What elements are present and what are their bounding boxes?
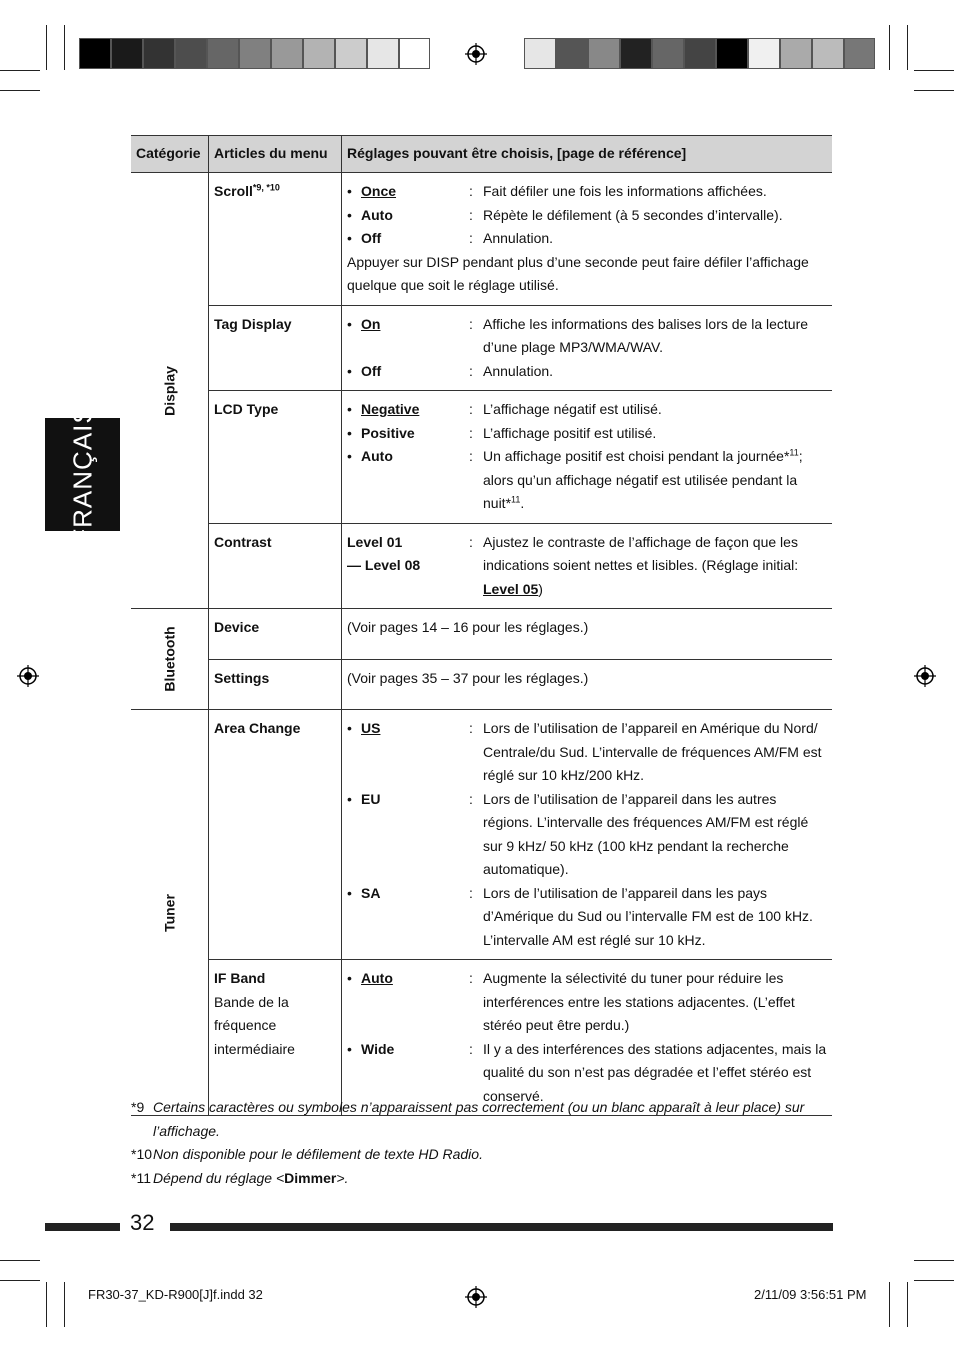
- crop-mark: [0, 1260, 40, 1261]
- crop-mark: [914, 1260, 954, 1261]
- footnote: *10 Non disponible pour le défilement de texte HD Radio.: [131, 1146, 483, 1162]
- table-row: [131, 305, 832, 391]
- menu-item-lcd-type: LCD Type: [209, 391, 342, 524]
- language-tab: [45, 404, 120, 545]
- area-change-settings: • US : Lors de l’utilisation de l’appareil en Amérique du Nord/ Centrale/du Sud. L’intervalle de fréquences AM/FM est réglé sur 10 kHz/200 kHz. • EU : Lors de l’utilisation de l’appareil dans les autres régions. L’intervalle des fréquences AM/FM est réglé sur 9 kHz/ 50 kHz (100 kHz pendant la recherche automatique). • SA : Lors de l’utilisation de l’appareil dans les pays d’Amérique du Sud ou l’intervalle FM est de 100 kHz. L’intervalle AM est réglé sur 10 kHz.: [342, 710, 833, 960]
- category-tuner: Tuner: [131, 710, 209, 1116]
- table-row: [131, 960, 832, 1116]
- crop-mark: [914, 70, 954, 71]
- crop-mark: [0, 70, 40, 71]
- contrast-settings: Level 01 — Level 08 : Ajustez le contraste de l’affichage de façon que les indications soient nettes et lisibles. (Réglage initial: Level 05): [342, 523, 833, 609]
- menu-item-settings: Settings: [209, 659, 342, 710]
- footer-rule-right: [170, 1223, 833, 1231]
- crop-mark: [46, 25, 47, 70]
- tag-display-settings: • On : Affiche les informations des balises lors de la lecture d’une plage MP3/WMA/WAV. • Off : Annulation.: [342, 305, 833, 391]
- footnote: *9 Certains caractères ou symboles n’apparaissent pas correctement (ou un blanc apparaît à leur place) sur l’affichage.: [131, 1099, 805, 1139]
- menu-item-area-change: Area Change: [209, 710, 342, 960]
- header-category: Catégorie: [131, 136, 209, 173]
- scroll-settings: • Once : Fait défiler une fois les informations affichées. • Auto : Répète le défilement (à 5 secondes d’intervalle). • Off : Annulation. Appuyer sur DISP pendant plus d’une seconde peut faire défiler l’affichage quelque que soit le réglage utilisé.: [342, 173, 833, 306]
- slug-timestamp: 2/11/09 3:56:51 PM: [754, 1287, 867, 1302]
- footnote: *11 Dépend du réglage <Dimmer>.: [131, 1169, 349, 1186]
- menu-item-tag-display: Tag Display: [209, 305, 342, 391]
- menu-item-if-band: IF Band Bande de la fréquence intermédiaire: [209, 960, 342, 1116]
- footer-rule-left: [45, 1223, 120, 1231]
- table-row: [131, 710, 832, 960]
- crop-mark: [64, 25, 65, 70]
- registration-mark-icon: [914, 665, 936, 687]
- crop-mark: [914, 1280, 954, 1281]
- table-row: [131, 391, 832, 524]
- registration-mark-icon: [465, 43, 487, 65]
- category-bluetooth: Bluetooth: [131, 609, 209, 710]
- menu-item-device: Device: [209, 609, 342, 660]
- crop-mark: [0, 1280, 40, 1281]
- menu-item-contrast: Contrast: [209, 523, 342, 609]
- lcd-type-settings: • Negative : L’affichage négatif est utilisé. • Positive : L’affichage positif est utilisé. • Auto : Un affichage positif est choisi pendant la journée*$^{11}$; alors qu’un affichage négatif est utilisée pendant la nuit*$^{11}$.: [342, 391, 833, 524]
- table-row: [131, 523, 832, 609]
- table-header-row: [131, 136, 832, 173]
- crop-mark: [889, 25, 890, 70]
- device-settings: (Voir pages 14 – 16 pour les réglages.): [342, 609, 833, 660]
- scroll-note: Appuyer sur DISP pendant plus d’une seconde peut faire défiler l’affichage quelque que soit le réglage utilisé.: [347, 253, 809, 293]
- table-row: [131, 659, 832, 710]
- crop-mark: [914, 90, 954, 91]
- registration-mark-icon: [465, 1286, 487, 1308]
- if-band-settings: • Auto : Augmente la sélectivité du tuner pour réduire les interférences entre les stations adjacentes. (L’effet stéréo peut être perdu.) • Wide : Il y a des interférences des stations adjacentes, mais la qualité du son n’est pas dégradée et l’effet stéréo est conservé.: [342, 960, 833, 1116]
- crop-mark: [46, 1282, 47, 1327]
- table-row: [131, 609, 832, 660]
- registration-mark-icon: [17, 665, 39, 687]
- page-number: 32: [130, 1210, 155, 1235]
- bluetooth-settings-text: (Voir pages 35 – 37 pour les réglages.): [342, 659, 833, 710]
- language-tab-label: FRANÇAIS: [67, 404, 97, 545]
- crop-mark: [0, 90, 40, 91]
- slug-file-info: FR30-37_KD-R900[J]f.indd 32: [88, 1287, 263, 1302]
- crop-mark: [64, 1282, 65, 1327]
- header-settings: Réglages pouvant être choisis, [page de référence]: [342, 136, 833, 173]
- menu-item-scroll: Scroll$^{*9, *10}$: [209, 173, 342, 306]
- table-row: [131, 173, 832, 306]
- category-display: Display: [131, 173, 209, 609]
- crop-mark: [907, 1282, 908, 1327]
- header-menu-items: Articles du menu: [209, 136, 342, 173]
- menu-settings-table: [131, 135, 832, 1116]
- crop-mark: [907, 25, 908, 70]
- crop-mark: [889, 1282, 890, 1327]
- footnotes: [131, 1096, 851, 1190]
